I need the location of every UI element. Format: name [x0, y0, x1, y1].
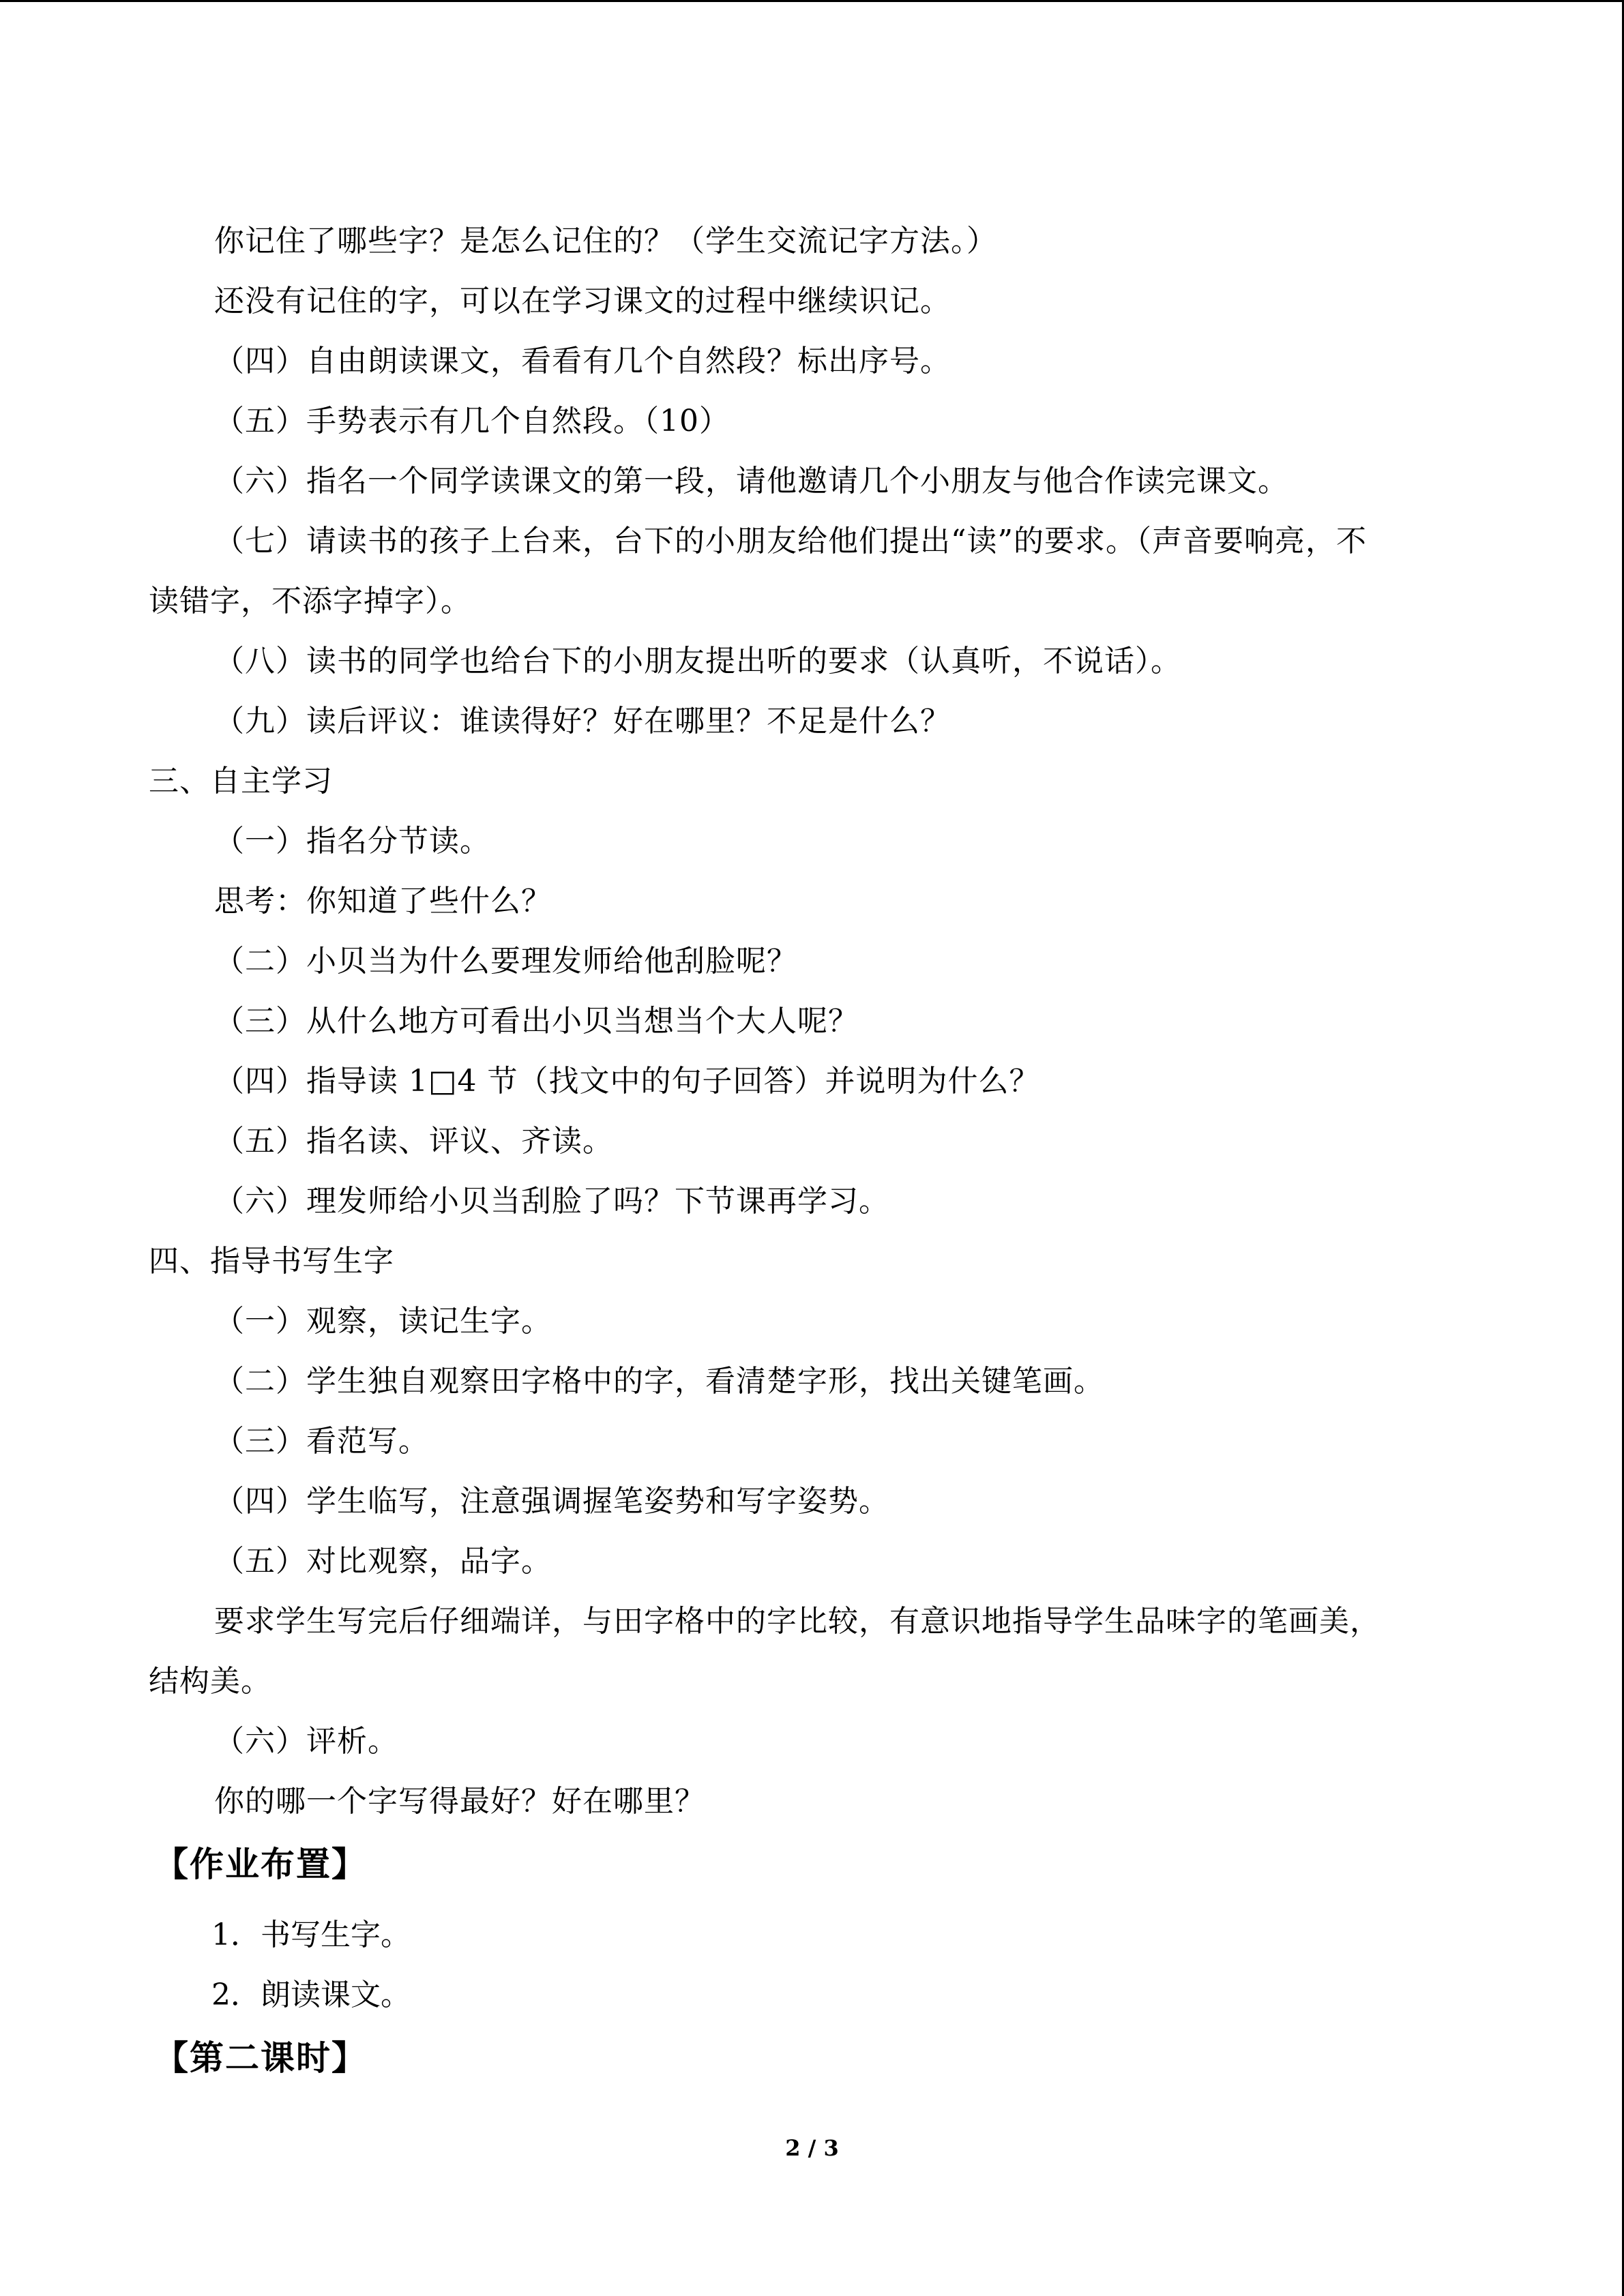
text-line: 思考：你知道了些什么？: [214, 884, 552, 919]
text-line: 还没有记住的字，可以在学习课文的过程中继续识记。: [214, 284, 951, 318]
text-line: （一）指名分节读。: [214, 824, 490, 859]
text-line: （二）小贝当为什么要理发师给他刮脸呢？: [214, 944, 797, 979]
text-line: （一）观察，读记生字。: [214, 1304, 552, 1339]
homework-item: 1．书写生字。: [211, 1918, 411, 1952]
text-line: （三）从什么地方可看出小贝当想当个大人呢？: [214, 1004, 859, 1039]
section-heading: 四、指导书写生字: [149, 1244, 394, 1279]
text-line: （二）学生独自观察田字格中的字，看清楚字形，找出关键笔画。: [214, 1364, 1104, 1399]
page-number: 2 / 3: [785, 2135, 839, 2161]
text-line: （六）理发师给小贝当刮脸了吗？下节课再学习。: [214, 1184, 889, 1219]
text-line: 要求学生写完后仔细端详，与田字格中的字比较，有意识地指导学生品味字的笔画美，: [214, 1604, 1381, 1639]
text-line: （五）指名读、评议、齐读。: [214, 1124, 613, 1159]
homework-heading: 【作业布置】: [154, 1845, 367, 1884]
text-line: （三）看范写。: [214, 1424, 429, 1459]
text-line: （四）自由朗读课文，看看有几个自然段？标出序号。: [214, 344, 951, 378]
text-line: （五）手势表示有几个自然段。（10）: [214, 404, 730, 438]
text-line: （六）指名一个同学读课文的第一段，请他邀请几个小朋友与他合作读完课文。: [214, 464, 1288, 498]
text-line: （四）学生临写，注意强调握笔姿势和写字姿势。: [214, 1484, 889, 1519]
section-heading: 三、自主学习: [149, 764, 333, 799]
text-line: （六）评析。: [214, 1724, 398, 1759]
text-line: 结构美。: [149, 1664, 271, 1699]
text-line: （四）指导读 1□4 节（找文中的句子回答）并说明为什么？: [214, 1064, 1040, 1099]
text-line: （七）请读书的孩子上台来，台下的小朋友给他们提出“读”的要求。（声音要响亮，不: [214, 524, 1367, 558]
text-line: （八）读书的同学也给台下的小朋友提出听的要求（认真听，不说话）。: [214, 644, 1181, 679]
text-line: 读错字，不添字掉字）。: [149, 584, 471, 618]
homework-item: 2．朗读课文。: [211, 1978, 411, 2012]
document-body: [149, 211, 1479, 2091]
text-line: （五）对比观察，品字。: [214, 1544, 552, 1579]
text-line: 你的哪一个字写得最好？好在哪里？: [214, 1784, 705, 1819]
text-line: （九）读后评议：谁读得好？好在哪里？不足是什么？: [214, 704, 951, 739]
text-line: 你记住了哪些字？是怎么记住的？（学生交流记字方法。）: [214, 224, 997, 258]
second-lesson-heading: 【第二课时】: [154, 2038, 367, 2078]
